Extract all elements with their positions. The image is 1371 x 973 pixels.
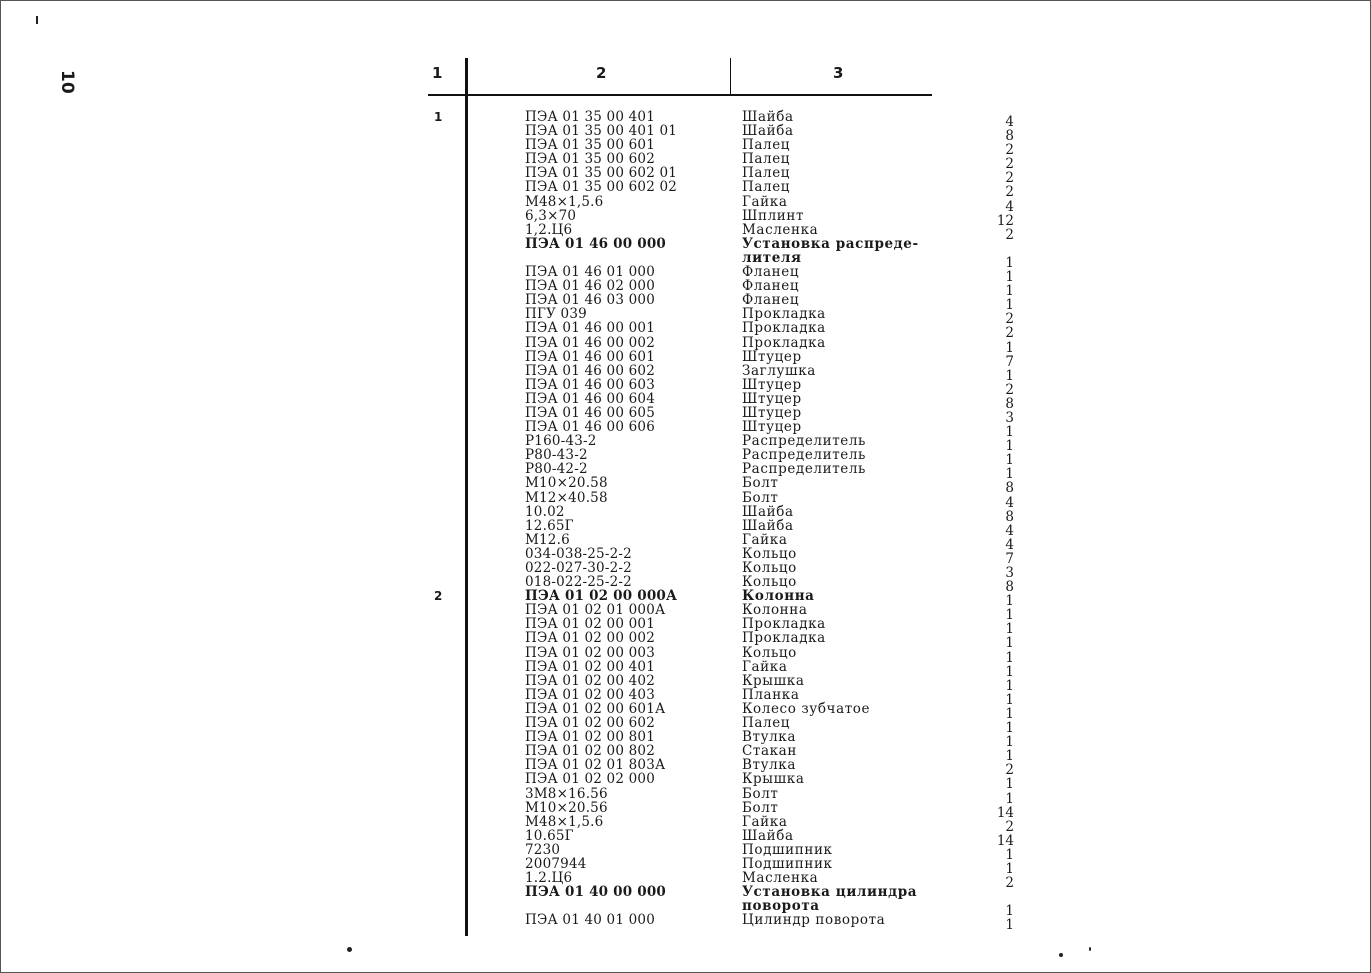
table-row [0,885,1371,899]
table-row [0,729,1371,751]
quantity-cell: 1 [1005,283,1014,300]
name-cell: Масленка [742,870,819,887]
quantity-cell: 8 [1005,480,1014,497]
name-cell: Гайка [742,531,788,548]
designation-cell: ПЭА 01 46 01 000 [525,264,655,281]
name-cell: Установка распреде- [742,235,919,252]
name-cell: Цилиндр поворота [742,912,886,929]
designation-cell: 10.02 [525,503,565,520]
column-header-3: 3 [833,64,844,82]
table-row [0,855,1371,877]
quantity-cell: 1 [1005,254,1014,271]
quantity-cell: 2 [1005,311,1014,328]
designation-cell: ПЭА 01 02 00 402 [525,672,655,689]
quantity-cell: 1 [1005,917,1014,934]
table-row [0,743,1371,765]
name-cell: Палец [742,151,791,168]
designation-cell: ПЭА 01 46 00 000 [525,235,667,252]
table-row [0,165,1371,187]
quantity-cell: 2 [1005,875,1014,892]
designation-cell: ПЭА 01 02 00 000А [525,588,678,605]
designation-cell: ПЭА 01 02 02 000 [525,771,655,788]
table-row [0,123,1371,145]
designation-cell: Р80-42-2 [525,461,588,478]
designation-cell: ПЭА 01 02 00 802 [525,743,655,760]
name-cell: Прокладка [742,306,826,323]
name-cell: Гайка [742,658,788,675]
quantity-cell: 4 [1005,494,1014,511]
designation-cell: 3М8×16.56 [525,785,608,802]
table-row [0,193,1371,215]
quantity-cell: 1 [1005,720,1014,737]
designation-cell: ПЭА 01 35 00 602 [525,151,655,168]
quantity-cell: 3 [1005,565,1014,581]
quantity-cell: 1 [1005,621,1014,638]
designation-cell: ПГУ 039 [525,306,587,323]
quantity-cell: 1 [1005,705,1014,722]
table-row [0,503,1371,525]
quantity-cell: 4 [1005,522,1014,539]
table-row [0,278,1371,300]
name-cell: Крышка [742,771,805,788]
name-cell: Втулка [742,729,796,746]
table-row [0,461,1371,483]
name-cell: Стакан [742,743,797,760]
table-row [0,574,1371,596]
designation-cell: 022-027-30-2-2 [525,560,632,576]
designation-cell: ПЭА 01 35 00 601 [525,137,655,154]
quantity-cell: 8 [1005,579,1014,596]
designation-cell: 10.65Г [525,827,574,844]
table-row [0,672,1371,694]
column-header-1: 1 [432,64,443,82]
designation-cell: М10×20.56 [525,799,608,816]
designation-cell: ПЭА 01 46 00 604 [525,390,655,407]
name-cell: Масленка [742,221,819,238]
name-cell: Гайка [742,813,788,830]
table-row [0,686,1371,708]
quantity-cell: 1 [1005,424,1014,441]
name-cell: Прокладка [742,320,826,337]
designation-cell: ПЭА 01 46 00 605 [525,404,655,421]
designation-cell: ПЭА 01 40 00 000 [525,884,667,901]
quantity-cell: 1 [1005,663,1014,680]
quantity-cell: 1 [1005,269,1014,286]
designation-cell: 2007944 [525,855,587,872]
designation-cell: Р160-43-2 [525,433,597,450]
name-cell: Гайка [742,193,788,210]
name-cell: Шайба [742,517,794,534]
name-cell: Штуцер [742,404,802,421]
name-cell: Шайба [742,503,794,520]
name-cell: Кольцо [742,545,797,562]
table-row [0,334,1371,356]
designation-cell: ПЭА 01 35 00 602 01 [525,165,678,182]
quantity-cell: 1 [1005,748,1014,765]
name-cell: Штуцер [742,348,802,365]
table-row [0,898,1371,920]
quantity-cell: 2 [1005,226,1014,243]
quantity-cell: 4 [1005,114,1014,130]
name-cell: Распределитель [742,447,866,464]
table-row [0,785,1371,807]
designation-cell: М10×20.58 [525,475,608,492]
name-cell: лителя [742,249,802,266]
name-cell: Шайба [742,109,794,125]
name-cell: Болт [742,785,779,802]
name-cell: Установка цилиндра [742,884,918,901]
name-cell: Подшипник [742,841,833,858]
name-cell: Колесо зубчатое [742,700,871,717]
designation-cell: ПЭА 01 02 00 801 [525,729,655,746]
table-row [0,137,1371,159]
designation-cell: ПЭА 01 46 03 000 [525,292,655,309]
table-row [0,757,1371,779]
name-cell: Штуцер [742,390,802,407]
table-row [0,264,1371,286]
name-cell: Втулка [742,757,796,774]
table-row [0,151,1371,173]
quantity-cell: 1 [1005,607,1014,624]
table-row [0,658,1371,680]
name-cell: Болт [742,475,779,492]
table-row [0,799,1371,821]
designation-cell: ПЭА 01 46 00 002 [525,334,655,351]
designation-cell: ПЭА 01 46 00 603 [525,376,655,393]
designation-cell: М12×40.58 [525,489,608,506]
designation-cell: ПЭА 01 35 00 602 02 [525,179,678,196]
table-row [0,390,1371,412]
designation-cell: 018-022-25-2-2 [525,574,632,591]
quantity-cell: 1 [1005,790,1014,807]
table-row [0,517,1371,539]
designation-cell: ПЭА 01 35 00 401 01 [525,123,678,140]
table-row [0,870,1371,892]
table-row [0,545,1371,567]
designation-cell: ПЭА 01 35 00 401 [525,109,655,125]
quantity-cell: 4 [1005,536,1014,553]
name-cell: Прокладка [742,630,826,647]
quantity-cell: 1 [1005,691,1014,708]
designation-cell: ПЭА 01 02 00 001 [525,616,655,633]
quantity-cell: 1 [1005,776,1014,793]
quantity-cell: 2 [1005,818,1014,835]
quantity-cell: 2 [1005,325,1014,342]
quantity-cell: 1 [1005,635,1014,652]
designation-cell: 1,2.Ц6 [525,221,573,238]
table-row [0,912,1371,934]
table-row [0,841,1371,863]
table-row [0,362,1371,384]
quantity-cell: 1 [1005,593,1014,610]
table-row [0,644,1371,666]
designation-cell: ПЭА 01 46 02 000 [525,278,655,295]
name-cell: Болт [742,799,779,816]
position-cell: 2 [434,589,443,604]
name-cell: Крышка [742,672,805,689]
table-row [0,376,1371,398]
table-row [0,827,1371,849]
table-row [0,771,1371,793]
designation-cell: ПЭА 01 46 00 606 [525,419,655,436]
scan-speck [1089,947,1091,951]
quantity-cell: 7 [1005,353,1014,370]
quantity-cell: 1 [1005,860,1014,877]
designation-cell: М48×1,5.6 [525,813,604,830]
designation-cell: ПЭА 01 46 00 601 [525,348,655,365]
quantity-cell: 4 [1005,198,1014,215]
designation-cell: М12.6 [525,531,570,548]
designation-cell: ПЭА 01 46 00 602 [525,362,655,379]
name-cell: Палец [742,179,791,196]
name-cell: Колонна [742,588,815,605]
scan-speck [1059,953,1063,957]
designation-cell: ПЭА 01 02 00 002 [525,630,655,647]
quantity-cell: 3 [1005,409,1014,426]
quantity-cell: 2 [1005,156,1014,173]
name-cell: Кольцо [742,574,797,591]
name-cell: Палец [742,137,791,154]
table-row [0,447,1371,469]
name-cell: Болт [742,489,779,506]
designation-cell: ПЭА 01 02 01 000А [525,602,666,619]
name-cell: Прокладка [742,616,826,633]
table-row [0,404,1371,426]
quantity-cell: 2 [1005,142,1014,159]
designation-cell: Р80-43-2 [525,447,588,464]
page-number: 10 [57,70,77,94]
header-rule [428,94,932,96]
scan-speck [347,947,352,952]
designation-cell: ПЭА 01 02 01 803А [525,757,666,774]
scan-speck [36,16,38,24]
designation-cell: ПЭА 01 40 01 000 [525,912,655,929]
name-cell: Фланец [742,292,800,309]
name-cell: Шайба [742,123,794,140]
table-row [0,348,1371,370]
quantity-cell: 8 [1005,395,1014,412]
designation-cell: ПЭА 01 46 00 001 [525,320,655,337]
table-row [0,588,1371,610]
table-row [0,616,1371,638]
designation-cell: ПЭА 01 02 00 403 [525,686,655,703]
name-cell: Шайба [742,827,794,844]
designation-cell: ПЭА 01 02 00 601А [525,700,666,717]
quantity-cell: 2 [1005,381,1014,398]
table-row [0,109,1371,130]
name-cell: Планка [742,686,800,703]
quantity-cell: 1 [1005,903,1014,920]
table-row [0,489,1371,511]
column-header-2: 2 [596,64,607,82]
designation-cell: 12.65Г [525,517,574,534]
quantity-cell: 1 [1005,339,1014,356]
quantity-cell: 1 [1005,438,1014,455]
name-cell: Фланец [742,264,800,281]
quantity-cell: 1 [1005,297,1014,314]
quantity-cell: 1 [1005,452,1014,469]
table-row [0,320,1371,342]
quantity-cell: 1 [1005,734,1014,751]
table-row [0,700,1371,722]
table-row [0,249,1371,271]
table-row [0,419,1371,441]
table-row [0,560,1371,581]
quantity-cell: 1 [1005,466,1014,483]
name-cell: Штуцер [742,419,802,436]
designation-cell: ПЭА 01 02 00 003 [525,644,655,661]
name-cell: Колонна [742,602,808,619]
quantity-cell: 12 [996,212,1014,229]
name-cell: Прокладка [742,334,826,351]
parts-table [0,109,1371,934]
name-cell: Заглушка [742,362,816,379]
table-row [0,813,1371,835]
designation-cell: М48×1,5.6 [525,193,604,210]
name-cell: поворота [742,898,820,915]
name-cell: Штуцер [742,376,802,393]
name-cell: Распределитель [742,461,866,478]
quantity-cell: 2 [1005,184,1014,201]
table-row [0,630,1371,652]
table-row [0,306,1371,328]
name-cell: Палец [742,165,791,182]
table-row [0,221,1371,243]
quantity-cell: 1 [1005,846,1014,863]
name-cell: Кольцо [742,644,797,661]
name-cell: Кольцо [742,560,797,576]
designation-cell: 1.2.Ц6 [525,870,573,887]
name-cell: Распределитель [742,433,866,450]
table-row [0,475,1371,497]
designation-cell: ПЭА 01 02 00 602 [525,715,655,732]
table-row [0,433,1371,455]
name-cell: Шплинт [742,207,805,224]
quantity-cell: 8 [1005,508,1014,525]
quantity-cell: 2 [1005,762,1014,779]
quantity-cell: 1 [1005,677,1014,694]
designation-cell: 7230 [525,841,561,858]
quantity-cell: 2 [1005,170,1014,187]
designation-cell: 034-038-25-2-2 [525,545,632,562]
name-cell: Подшипник [742,855,833,872]
table-row [0,602,1371,624]
quantity-cell: 7 [1005,550,1014,567]
quantity-cell: 1 [1005,367,1014,384]
name-cell: Палец [742,715,791,732]
quantity-cell: 8 [1005,128,1014,145]
quantity-cell: 14 [996,832,1014,849]
name-cell: Фланец [742,278,800,295]
table-row [0,715,1371,737]
table-row [0,531,1371,553]
table-row [0,207,1371,229]
position-cell: 1 [434,110,443,124]
designation-cell: 6,3×70 [525,207,577,224]
designation-cell: ПЭА 01 02 00 401 [525,658,655,675]
quantity-cell: 14 [996,804,1014,821]
quantity-cell: 1 [1005,649,1014,666]
table-row [0,179,1371,201]
table-row [0,237,1371,251]
column-divider-header [730,58,731,94]
table-row [0,292,1371,314]
